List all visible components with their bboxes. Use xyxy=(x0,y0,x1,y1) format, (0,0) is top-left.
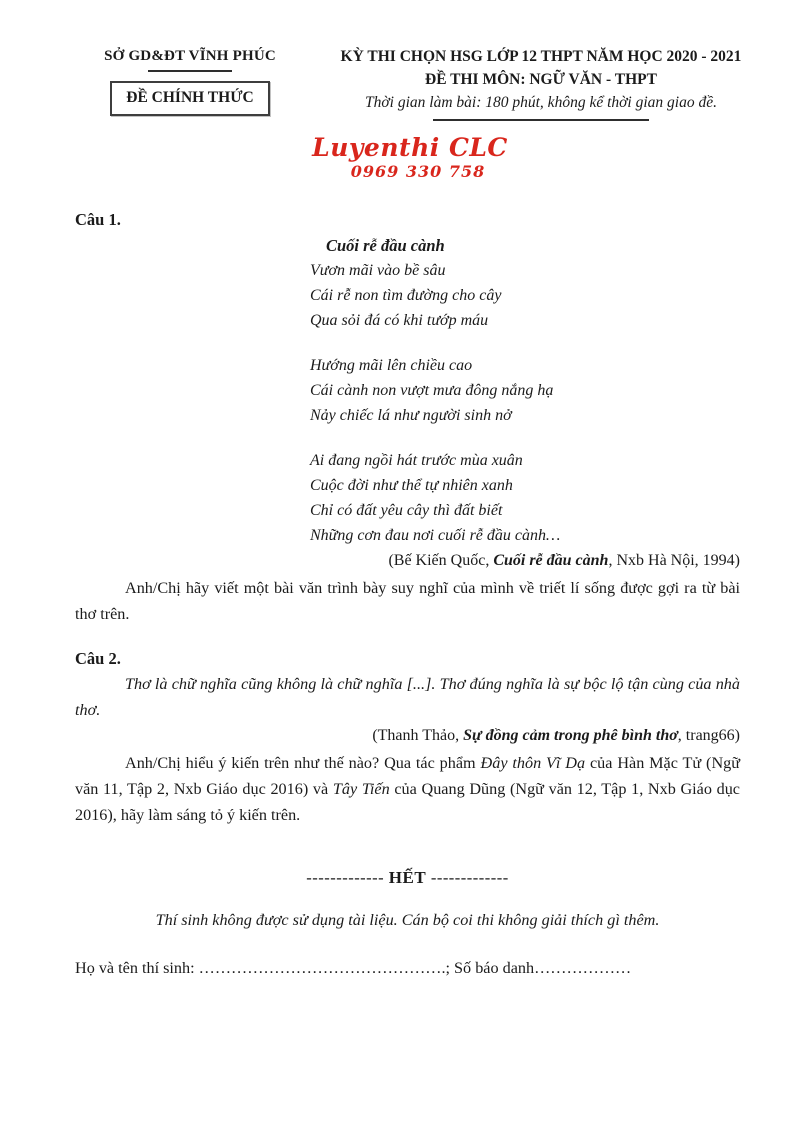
work-title-2: Tây Tiến xyxy=(332,780,390,799)
question2-quote: Thơ là chữ nghĩa cũng không là chữ nghĩa [...]. Thơ đúng nghĩa là sự bộc lộ tận cùng của nhà thơ. xyxy=(75,675,740,720)
poem-title: Cuối rễ đầu cành xyxy=(326,236,445,256)
candidate-info-line xyxy=(75,959,740,978)
question2-prompt xyxy=(75,750,740,828)
poem-line: Cái cành non vượt mưa đông nắng hạ xyxy=(310,382,554,400)
end-marker xyxy=(75,868,740,888)
poem-line: Hướng mãi lên chiều cao xyxy=(310,357,473,375)
issuing-authority-block xyxy=(84,48,296,121)
poem-line: Chỉ có đất yêu cây thì đất biết xyxy=(310,502,503,520)
logo-phone-number: 0969 330 758 xyxy=(350,161,486,181)
poem-line: Ai đang ngồi hát trước mùa xuân xyxy=(310,452,523,470)
question2-label: Câu 2. xyxy=(75,649,121,669)
attribution-prefix: (Thanh Thảo, xyxy=(372,727,464,745)
exam-title-block xyxy=(296,48,772,121)
exam-notice: Thí sinh không được sử dụng tài liệu. Cán bộ coi thi không giải thích gì thêm. xyxy=(155,911,660,930)
poem-line: Vươn mãi vào bề sâu xyxy=(310,262,446,280)
department-name: SỞ GD&ĐT VĨNH PHÚC xyxy=(104,48,276,64)
logo-text: Luyenthi CLC xyxy=(312,133,508,162)
end-marker-label: HẾT xyxy=(388,868,427,888)
attribution-suffix: , trang66) xyxy=(677,727,740,745)
attribution-work-title: Cuối rễ đầu cành xyxy=(493,552,609,570)
exam-subject: ĐỀ THI MÔN: NGỮ VĂN - THPT xyxy=(425,71,657,88)
exam-title: KỲ THI CHỌN HSG LỚP 12 THPT NĂM HỌC 2020 - 2021 xyxy=(340,48,742,65)
poem-attribution xyxy=(75,548,740,573)
document-body xyxy=(75,210,740,978)
logo-block xyxy=(10,134,800,181)
work-title-1: Đây thôn Vĩ Dạ xyxy=(480,754,586,773)
prompt-text: của Hàn Mặc Tử (Ngữ văn 11, Tập 2, Nxb Giáo dục 2016) và xyxy=(75,754,741,799)
attribution-work-title: Sự đồng cảm trong phê bình thơ xyxy=(463,727,678,745)
prompt-text: Anh/Chị hiểu ý kiến trên như thế nào? Qua tác phẩm xyxy=(125,754,481,773)
end-marker-dashes: ------------- xyxy=(306,868,385,888)
exam-title-underline-divider xyxy=(433,119,649,121)
exam-duration: Thời gian làm bài: 180 phút, không kể thời gian giao đề. xyxy=(365,94,717,111)
poem-block xyxy=(310,233,740,548)
quote-attribution xyxy=(75,723,740,748)
question1-label: Câu 1. xyxy=(75,210,121,230)
candidate-info-text: Họ và tên thí sinh: ……………………………………….; Số báo danh……………… xyxy=(75,959,632,978)
poem-line: Cuộc đời như thể tự nhiên xanh xyxy=(310,477,513,495)
poem-line: Cái rễ non tìm đường cho cây xyxy=(310,287,502,305)
official-exam-label: ĐỀ CHÍNH THỨC xyxy=(126,89,254,106)
poem-line: Nảy chiếc lá như người sinh nở xyxy=(310,407,512,425)
poem-stanza-1 xyxy=(310,258,740,333)
question1-prompt: Anh/Chị hãy viết một bài văn trình bày suy nghĩ của mình về triết lí sống được gợi ra từ bài thơ trên. xyxy=(75,579,740,624)
end-marker-dashes: ------------- xyxy=(430,868,509,888)
poem-line: Qua sỏi đá có khi tướp máu xyxy=(310,312,489,330)
prompt-text: của Quang Dũng (Ngữ văn 12, Tập 1, Nxb Giáo dục 2016), hãy làm sáng tỏ ý kiến trên. xyxy=(75,780,740,825)
poem-stanza-2 xyxy=(310,353,740,428)
attribution-suffix: , Nxb Hà Nội, 1994) xyxy=(608,552,740,570)
department-underline-divider xyxy=(148,70,232,72)
attribution-prefix: (Bế Kiến Quốc, xyxy=(388,552,494,570)
official-exam-box xyxy=(110,81,269,116)
document-header xyxy=(0,0,800,121)
poem-stanza-3 xyxy=(310,448,740,548)
poem-line: Những cơn đau nơi cuối rễ đầu cành… xyxy=(310,527,561,545)
